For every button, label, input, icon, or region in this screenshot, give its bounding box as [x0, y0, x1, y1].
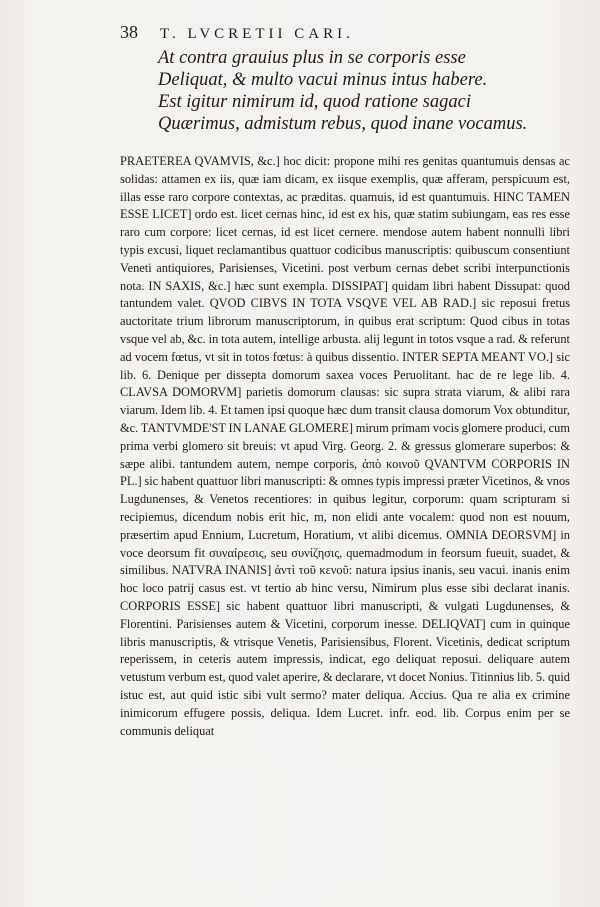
- commentary-block: [120, 153, 570, 740]
- verse-line: At contra grauius plus in se corporis esse: [158, 48, 466, 68]
- verse-line: Est igitur nimirum id, quod ratione sagaci: [158, 92, 471, 112]
- verse-block: [158, 47, 570, 135]
- verse-line: Deliquat, & multo vacui minus intus habere.: [158, 70, 488, 90]
- running-head: [120, 22, 570, 43]
- running-title: T. LVCRETII CARI.: [160, 26, 354, 42]
- verse-line: Quærimus, admistum rebus, quod inane vocamus.: [158, 114, 528, 134]
- commentary-paragraph: PRAETEREA QVAMVIS, &c.] hoc dicit: propone mihi res genitas quantumuis densas ac solidas: attamen ex iis, quæ iam dicam, ex iisque exemplis, quæ afferam, perspicuum est, illas esse raro corpore contextas, ac præditas. quamuis, id est quantumuis. HINC TAMEN ESSE LICET] ordo est. licet cernas hinc, id est ex his, quæ statim subiungam, eas res esse raro cum corpore: licet cernas, id est licet cernere. mendose autem habent nonnulli libri typis excusi, liquet reclamantibus quattuor codicibus manuscriptis: quibuscum consentiunt Veneti antiquiores, Parisienses, Vicetini. post verbum cernas debet scribi interpunctionis nota. IN SAXIS, &c.] hæc sunt exempla. DISSIPAT] quidam libri habent Dissupat: quod tantundem valet. QVOD CIBVS IN TOTA VSQVE VEL AB RAD.] sic reposui fretus auctoritate trium librorum manuscriptorum, in quibus erat scriptum: Quod cibus in totas vsque vel ab, &c. in tota autem, intellige arbusta. alij legunt in totos vsque a rad. & referunt ad vocem fœtus, vt sit in totos fœtus: à quibus dissentio. INTER SEPTA MEANT VO.] sic lib. 6. Denique per dissepta domorum saxea voces Peruolitant. hac de re lege lib. 4. CLAVSA DOMORVM] parietis domorum clausas: sic supra strata viarum, & alibi rara viarum. Idem lib. 4. Et tamen ipsi quoque hæc dum transit clausa domorum Vox obtunditur, &c. TANTVMDE'ST IN LANAE GLOMERE] mirum primam vocis glomere produci, cum prima verbi glomero sit breuis: vt apud Virg. Georg. 2. & gressus glomerare superbos: & sæpe alibi. tantundem autem, nempe corporis, ἀπὸ κοινοῦ QVANTVM CORPORIS IN PL.] sic habent quattuor libri manuscripti: & omnes typis impressi præter Vicetinos, & vnos Lugdunenses, & Venetos recentiores: in quibus legitur, corporum: quam scripturam si recipiemus, dicendum nobis erit hic, m, non elidi ante vocalem: quod non est nouum, præsertim apud Ennium, Lucretum, Horatium, vt alibi dicemus. OMNIA DEORSVM] in voce deorsum fit συναίρεσις, seu συνίζησις, quemadmodum in feorsum fueuit, suadet, & similibus. NATVRA INANIS] ἀντὶ τοῦ κενοῦ: natura ipsius inanis, seu vacui. inanis enim hoc loco patrij casus est. vt tertio ab hinc versu, Nimirum plus esse sibi declarat inanis. CORPORIS ESSE] sic habent quattuor libri manuscripti, & vulgati Lugdunenses, & Florentini. Parisienses autem & Vicetini, corporum inesse. DELIQVAT] cum in quinque libris manuscriptis, & vtrisque Venetis, Parisiensibus, Florent. Vicetinis, dedicat scriptum reperissem, in ceteris autem impressis, indicat, ego deliquat reposui. deliquare autem vetustum verbum est, quod valet aperire, & declarare, vt docet Nonius. Titinnius lib. 5. quid istuc est, aut quid istic sibi vult sermo? mater deliqua. Accius. Qua re alia ex crimine inimicorum effugere possis, deliqua. Idem Lucret. infr. eod. lib. Corpus enim per se communis deliquat: [120, 154, 570, 738]
- page-number: 38: [120, 22, 138, 42]
